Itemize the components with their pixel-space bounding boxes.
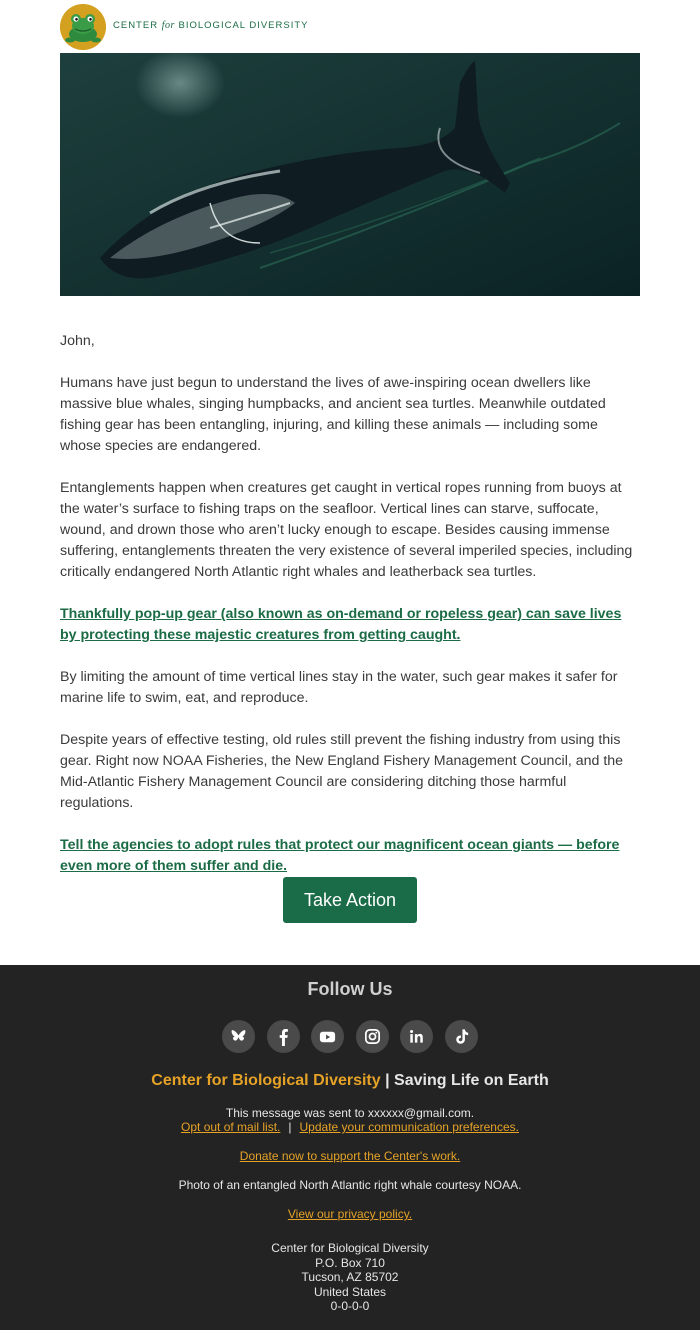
address-line: Tucson, AZ 85702 [301, 1270, 399, 1284]
tiktok-icon[interactable] [445, 1020, 478, 1053]
youtube-icon[interactable] [311, 1020, 344, 1053]
email-header [0, 0, 700, 53]
social-links [0, 1020, 700, 1054]
privacy-policy-link[interactable]: View our privacy policy. [287, 1207, 413, 1221]
logo-word-biodiversity: BIOLOGICAL DIVERSITY [178, 20, 309, 31]
links-separator: | [288, 1120, 292, 1134]
address-line: 0-0-0-0 [330, 1299, 370, 1313]
address-line: P.O. Box 710 [315, 1255, 385, 1270]
update-preferences-link[interactable]: Update your communication preferences. [299, 1120, 519, 1134]
sent-to-notice: This message was sent to xxxxxx@gmail.com. [225, 1106, 475, 1120]
whale-photo [60, 53, 640, 296]
follow-us-heading: Follow Us [307, 979, 393, 999]
paragraph-3: By limiting the amount of time vertical lines stay in the water, such gear makes it safer for marine life to swim, eat, and reproduce. [60, 669, 618, 706]
donate-link[interactable]: Donate now to support the Center's work. [239, 1149, 461, 1163]
email-body [60, 331, 640, 898]
tell-agencies-link[interactable]: Tell the agencies to adopt rules that protect our magnificent ocean giants — before even more of them suffer and die. [60, 837, 620, 874]
instagram-icon[interactable] [356, 1020, 389, 1053]
address-line: Center for Biological Diversity [271, 1241, 429, 1255]
photo-credit: Photo of an entangled North Atlantic right whale courtesy NOAA. [178, 1178, 522, 1192]
bluesky-icon[interactable] [222, 1020, 255, 1053]
footer-tagline [0, 1072, 700, 1090]
tagline-separator: | [385, 1072, 390, 1089]
logo-word-for: for [161, 20, 175, 31]
logo-wordmark[interactable] [113, 20, 309, 31]
opt-out-link[interactable]: Opt out of mail list. [181, 1120, 281, 1134]
address-line: United States [313, 1284, 387, 1299]
frog-logo-icon[interactable] [60, 4, 106, 50]
email-footer [0, 965, 700, 1330]
linkedin-icon[interactable] [400, 1020, 433, 1053]
org-name: Center for Biological Diversity [151, 1072, 381, 1089]
paragraph-1: Humans have just begun to understand the lives of awe-inspiring ocean dwellers like massive blue whales, singing humpbacks, and ancient sea turtles. Meanwhile outdated fishing gear has been entangling, injuring, and killing these animals — including some whose species are endangered. [60, 375, 606, 454]
mailing-address [0, 1241, 700, 1314]
slogan: Saving Life on Earth [394, 1072, 549, 1089]
facebook-icon[interactable] [267, 1020, 300, 1053]
logo-word-center: CENTER [113, 20, 159, 31]
take-action-button[interactable]: Take Action [283, 877, 417, 923]
greeting: John, [60, 333, 95, 349]
paragraph-2: Entanglements happen when creatures get caught in vertical ropes running from buoys at the water’s surface to fishing traps on the seafloor. Vertical lines can starve, suffocate, wound, and drown those who aren’t lucky enough to escape. Besides causing immense suffering, entanglements threaten the very existence of several imperiled species, including critically endangered North Atlantic right whales and leatherback sea turtles. [60, 480, 633, 580]
paragraph-4: Despite years of effective testing, old rules still prevent the fishing industry from using this gear. Right now NOAA Fisheries, the New England Fishery Management Council, and the Mid-Atlantic Fishery Management Council are considering ditching those harmful regulations. [60, 732, 624, 811]
pop-up-gear-link[interactable]: Thankfully pop-up gear (also known as on-demand or ropeless gear) can save lives by protecting these majestic creatures from getting caught. [60, 606, 622, 643]
hero-whale-image[interactable] [60, 53, 640, 296]
subscription-links [0, 1120, 700, 1135]
